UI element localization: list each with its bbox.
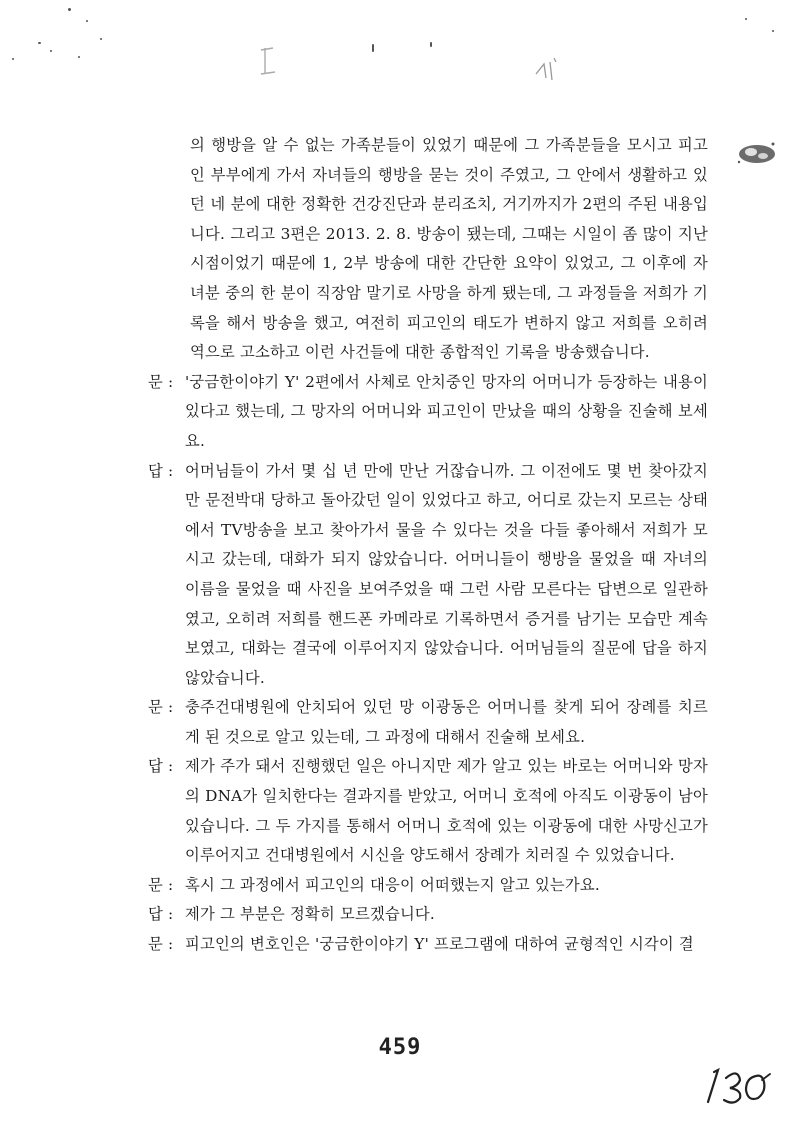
scan-speck xyxy=(745,18,747,20)
opening-paragraph: 의 행방을 알 수 없는 가족분들이 있었기 때문에 그 가족분들을 모시고 피고인 부부에게 가서 자녀들의 행방을 묻는 것이 주였고, 그 안에서 생활하고 있던 네 분에 대한 정확한 건강진단과 분리조치, 거기까지가 2편의 주된 내용입니다. 그리고 3편은 2013. 2. 8. 방송이 됐는데, 그때는 시일이 좀 많이 지난 시점이었기 때문에 1, 2부 방송에 대한 간단한 요약이 있었고, 그 이후에 자녀분 중의 한 분이 직장암 말기로 사망을 하게 됐는데, 그 과정들을 저희가 기록을 해서 방송을 했고, 여전히 피고인의 태도가 변하지 않고 저희를 오히려 역으로 고소하고 이런 사건들에 대한 종합적인 기록을 방송했습니다. xyxy=(190,136,708,362)
scan-speck xyxy=(372,44,374,52)
qa-entry-answer xyxy=(148,752,709,870)
scan-speck xyxy=(12,58,14,60)
page-number: 459 xyxy=(378,1035,422,1060)
question-text: 혹시 그 과정에서 피고인의 대응이 어떠했는지 알고 있는가요. xyxy=(185,875,600,894)
scan-speck xyxy=(86,20,88,22)
scan-speck xyxy=(430,42,432,47)
scan-speck xyxy=(100,38,102,40)
qa-entry-question xyxy=(148,871,708,901)
qa-entry-answer xyxy=(148,900,708,930)
question-label: 문 : xyxy=(148,875,174,894)
answer-label: 답 : xyxy=(148,905,174,924)
scan-speck xyxy=(68,8,71,11)
handwritten-page-mark xyxy=(700,1062,780,1108)
scan-speck xyxy=(50,50,52,52)
answer-text: 어머님들이 가서 몇 십 년 만에 만난 거잖습니까. 그 이전에도 몇 번 찾아갔지만 문전박대 당하고 돌아갔던 일이 있었다고 하고, 어디로 갔는지 모르는 상태에서 TV방송을 보고 찾아가서 물을 수 있다는 것을 다들 좋아해서 저희가 모시고 갔는데, 대화가 되지 않았습니다. 어머니들이 행방을 물었을 때 자녀의 이름을 물었을 때 사진을 보여주었을 때 그런 사람 모른다는 답변으로 일관하였고, 오히려 저희를 핸드폰 카메라로 기록하면서 증거를 남기는 모습만 계속 보였고, 대화는 결국에 이루어지지 않았습니다. 어머님들의 질문에 답을 하지 않았습니다. xyxy=(185,461,708,687)
faint-stamp-mark xyxy=(532,54,562,84)
qa-entry-question xyxy=(148,930,708,960)
answer-label: 답 : xyxy=(148,757,174,776)
qa-entry-question xyxy=(148,693,708,752)
faint-stamp-mark xyxy=(255,44,285,80)
question-label: 문 : xyxy=(148,935,174,954)
transcript-body xyxy=(0,131,800,960)
scan-speck xyxy=(78,56,80,58)
answer-text: 제가 주가 돼서 진행했던 일은 아니지만 제가 알고 있는 바로는 어머니와 망자의 DNA가 일치한다는 결과지를 받았고, 어머니 호적에 아직도 이광동이 남아있습니다. 그 두 가지를 통해서 어머니 호적에 있는 이광동에 대한 사망신고가 이루어지고 건대병원에서 시신을 양도해서 장례가 치러질 수 있었습니다. xyxy=(185,757,709,865)
question-label: 문 : xyxy=(148,372,174,391)
answer-text: 제가 그 부분은 정확히 모르겠습니다. xyxy=(185,905,435,924)
scan-speck xyxy=(772,30,774,32)
qa-entry-question xyxy=(148,368,708,457)
question-text: 피고인의 변호인은 '궁금한이야기 Y' 프로그램에 대하여 균형적인 시각이 결 xyxy=(185,935,694,954)
question-text: 충주건대병원에 안치되어 있던 망 이광동은 어머니를 찾게 되어 장례를 치르게 된 것으로 알고 있는데, 그 과정에 대해서 진술해 보세요. xyxy=(185,698,708,746)
question-label: 문 : xyxy=(148,698,174,717)
question-text: '궁금한이야기 Y' 2편에서 사체로 안치중인 망자의 어머니가 등장하는 내용이 있다고 했는데, 그 망자의 어머니와 피고인이 만났을 때의 상황을 진술해 보세요. xyxy=(185,372,708,450)
scan-speck xyxy=(38,42,41,44)
answer-label: 답 : xyxy=(148,461,174,480)
qa-entry-answer xyxy=(148,457,708,694)
